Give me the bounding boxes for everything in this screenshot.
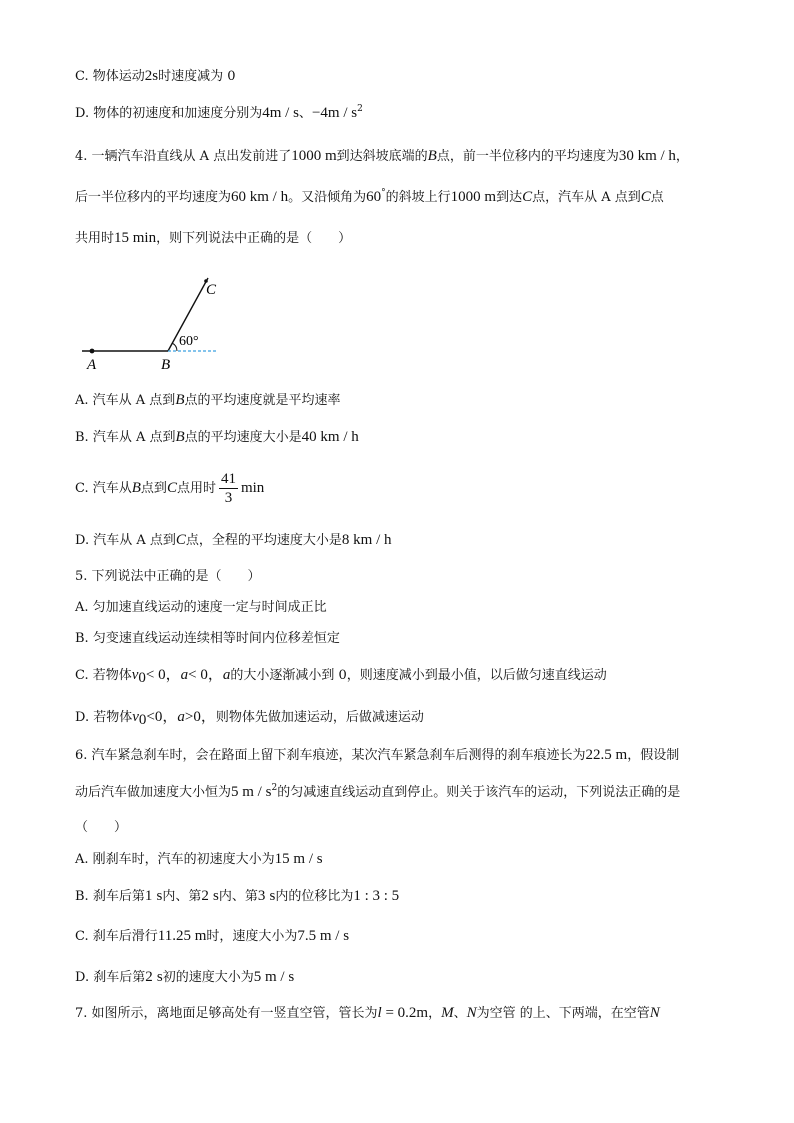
q6-option-d: D. 刹车后第2 s初的速度大小为5 m / s bbox=[75, 969, 295, 985]
q4-option-a: A. 汽车从 A 点到B点的平均速度就是平均速率 bbox=[75, 392, 341, 408]
q4-option-b: B. 汽车从 A 点到B点的平均速度大小是40 km / h bbox=[75, 429, 359, 445]
q5-option-c: C. 若物体$v_0< 0$，a< 0，a的大小逐渐减小到 0，则速度减小到最小值，以后做匀速直线运动 bbox=[75, 667, 607, 686]
q6-stem-line2: 动后汽车做加速度大小恒为5 m / $s^2$的匀减速直线运动直到停止。则关于该汽车的运动，下列说法正确的是 bbox=[75, 783, 681, 800]
q6-option-a: A. 刚刹车时，汽车的初速度大小为15 m / s bbox=[75, 851, 323, 867]
q4-stem-line3: 共用时15 min，则下列说法中正确的是（ ） bbox=[75, 230, 352, 246]
q6-option-b: B. 刹车后第1 s内、第2 s内、第3 s内的位移比为1 : 3 : 5 bbox=[75, 888, 400, 904]
q3-option-d: D. 物体的初速度和加速度分别为4m / s、$-4m / s^2$ bbox=[75, 104, 363, 121]
q5-option-a: A. 匀加速直线运动的速度一定与时间成正比 bbox=[75, 600, 327, 615]
label-b: B bbox=[161, 357, 171, 373]
angle-arc bbox=[172, 343, 177, 351]
angle-label: 60° bbox=[179, 334, 199, 349]
q5-option-d: D. 若物体$v_0<0$，a>0，则物体先做加速运动，后做减速运动 bbox=[75, 709, 424, 728]
q4-option-c: C. 汽车从B点到C点用时 $\frac{41}{3}$ min bbox=[75, 471, 265, 506]
q4-stem-line1: 4. 一辆汽车沿直线从 A 点出发前进了1000 m到达斜坡底端的B点，前一半位移内的平均速度为30 km / h， bbox=[75, 148, 689, 164]
q6-stem-line3: （ ） bbox=[75, 820, 128, 835]
point-a-dot bbox=[90, 349, 95, 354]
q6-stem-line1: 6. 汽车紧急刹车时，会在路面上留下刹车痕迹，某次汽车紧急刹车后测得的刹车痕迹长为22.5 m，假设制 bbox=[75, 747, 680, 763]
q5-option-b: B. 匀变速直线运动连续相等时间内位移差恒定 bbox=[75, 631, 340, 646]
slope-diagram bbox=[75, 268, 235, 378]
q4-option-d: D. 汽车从 A 点到C点，全程的平均速度大小是8 km / h bbox=[75, 532, 392, 548]
q4-stem-line2: 后一半位移内的平均速度为60 km / h。又沿倾角为60°的斜坡上行1000 m到达C点，汽车从 A 点到C点 bbox=[75, 188, 664, 205]
label-a: A bbox=[87, 357, 97, 373]
q6-option-c: C. 刹车后滑行11.25 m时，速度大小为7.5 m / s bbox=[75, 928, 350, 944]
q5-stem: 5. 下列说法中正确的是（ ） bbox=[75, 569, 261, 584]
q3-option-c: C. 物体运动2s时速度减为 0 bbox=[75, 68, 236, 84]
label-c: C bbox=[206, 282, 217, 298]
q7-stem-line1: 7. 如图所示，离地面足够高处有一竖直空管，管长为l = 0.2m，M、N为空管 的上、下两端，在空管N bbox=[75, 1005, 660, 1021]
fraction-41-3: $\frac{41}{3}$ bbox=[220, 471, 236, 506]
